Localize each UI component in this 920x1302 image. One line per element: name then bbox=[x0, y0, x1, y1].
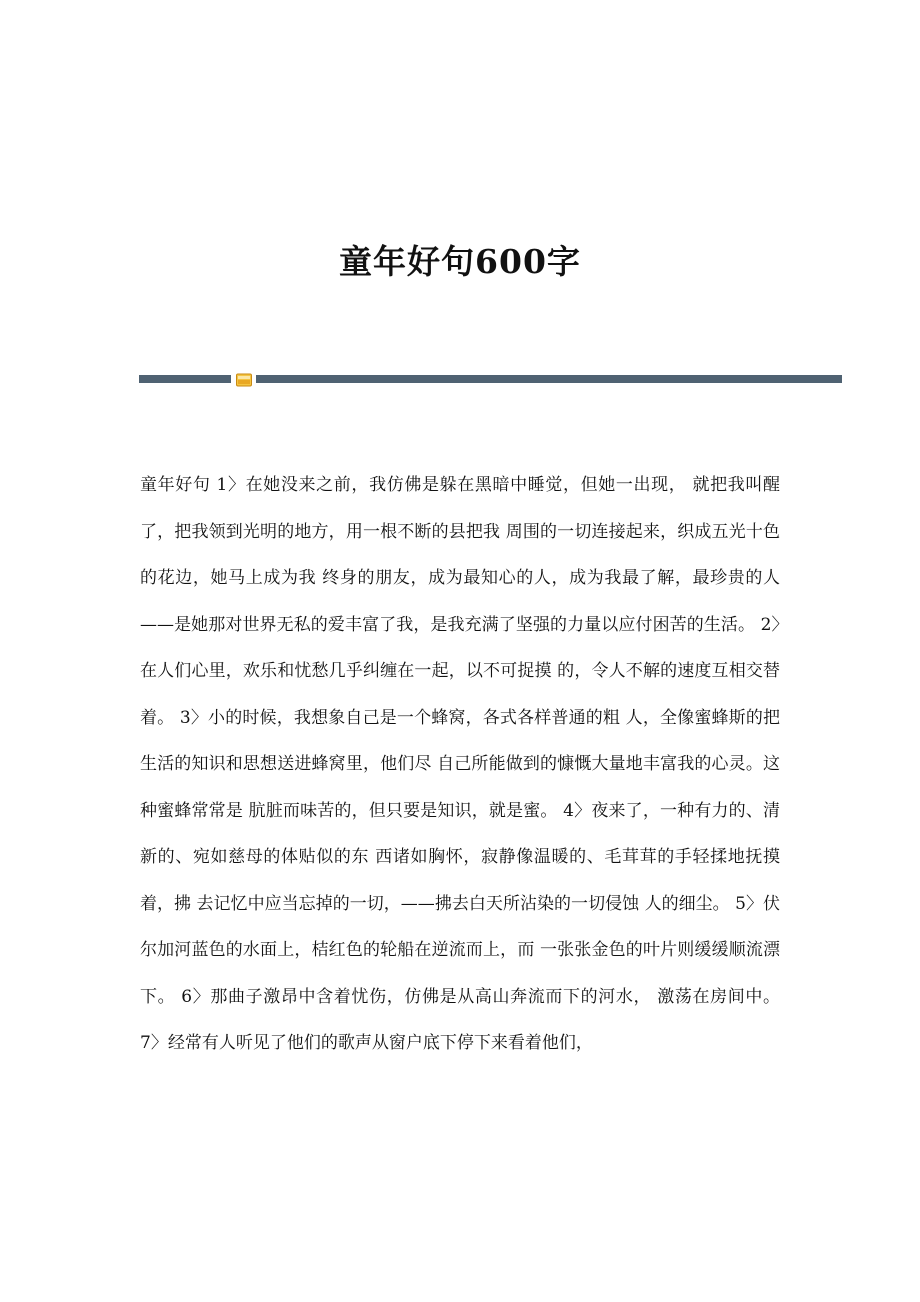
title-divider-right bbox=[256, 375, 842, 383]
title-divider-left bbox=[139, 375, 231, 383]
body-paragraph: 童年好句 1〉在她没来之前，我仿佛是躲在黑暗中睡觉，但她一出现， 就把我叫醒了，把我领到光明的地方，用一根不断的县把我 周围的一切连接起来，织成五光十色的花边，她马上成为我 终身的朋友，成为最知心的人，成为我最了解，最珍贵的人 ——是她那对世界无私的爱丰富了我，是我充满了坚强的力量以应付困苦的生活。 2〉在人们心里，欢乐和忧愁几乎纠缠在一起，以不可捉摸 的，令人不解的速度互相交替着。 3〉小的时候，我想象自己是一个蜂窝，各式各样普通的粗 人，全像蜜蜂斯的把生活的知识和思想送进蜂窝里，他们尽 自己所能做到的慷慨大量地丰富我的心灵。这种蜜蜂常常是 肮脏而味苦的，但只要是知识，就是蜜。 4〉夜来了，一种有力的、清新的、宛如慈母的体贴似的东 西诸如胸怀，寂静像温暖的、毛茸茸的手轻揉地抚摸着，拂 去记忆中应当忘掉的一切，——拂去白天所沾染的一切侵蚀 人的细尘。 5〉伏尔加河蓝色的水面上，桔红色的轮船在逆流而上，而 一张张金色的叶片则缓缓顺流漂下。 6〉那曲子激昂中含着忧伤，仿佛是从高山奔流而下的河水， 激荡在房间中。 7〉经常有人听见了他们的歌声从窗户底下停下来看着他们， bbox=[140, 475, 780, 1053]
page-title: 童年好句600字 bbox=[339, 242, 581, 282]
folder-icon bbox=[236, 372, 252, 386]
